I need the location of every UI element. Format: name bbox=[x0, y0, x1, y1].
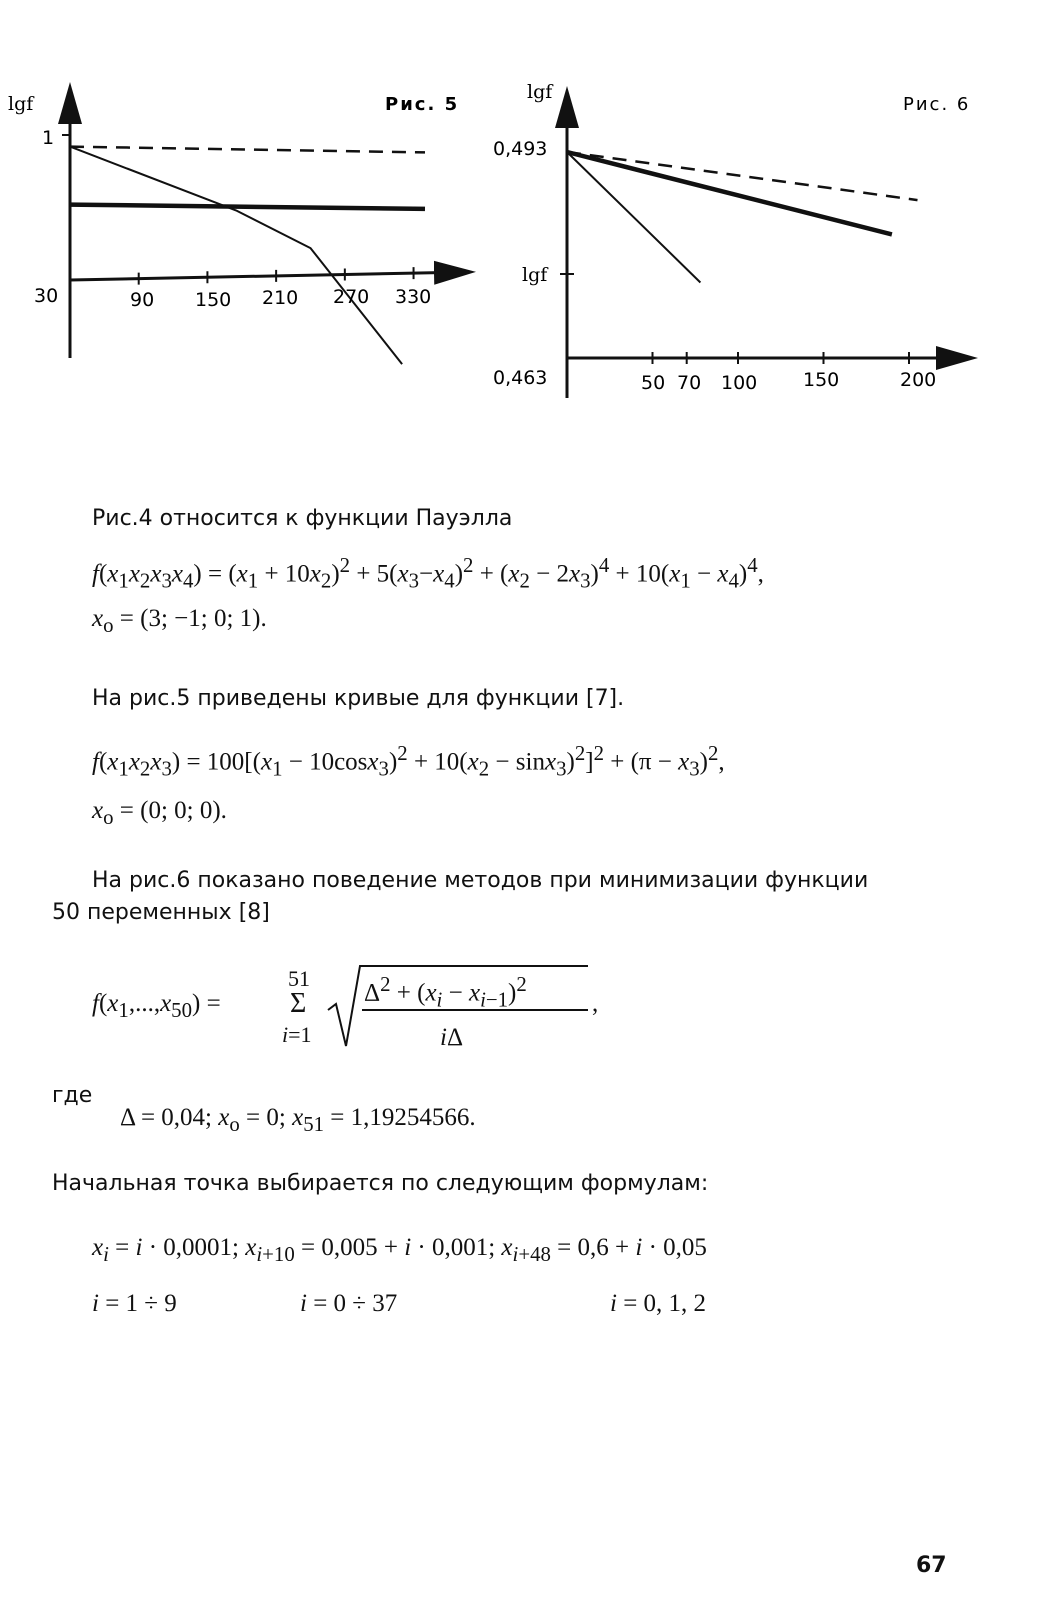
fig5-ytick-bottom: 30 bbox=[34, 285, 59, 307]
figure-5 bbox=[8, 88, 470, 364]
formula-range-3: i = 0, 1, 2 bbox=[610, 1290, 707, 1317]
fig6-xtick-label: 100 bbox=[721, 372, 758, 394]
fig5-xtick-marks bbox=[139, 267, 414, 284]
fig5-xtick-label: 270 bbox=[333, 286, 370, 308]
paragraph-powell: Рис.4 относится к функции Пауэлла bbox=[92, 506, 513, 531]
formula-powell: $f(x_1x_2x_3x_4) = (x_1 + 10x_2)^2 + 5(x_3-x_4)^2 + (x_2 - 2x_3)^4 + 10(x_1 - x_4)^4$, bbox=[92, 553, 764, 593]
word-gde: где bbox=[52, 1083, 93, 1108]
fig6-series-line-thin bbox=[567, 152, 700, 283]
formula-range-1: i = 1 ÷ 9 bbox=[92, 1290, 177, 1317]
fig5-xtick-label: 210 bbox=[262, 287, 299, 309]
fig5-series-line-thin bbox=[70, 147, 402, 365]
fig6-ytick-top: 0,493 bbox=[493, 138, 548, 160]
fig5-ylabel: lgf bbox=[8, 93, 34, 115]
fig5-xtick-label: 150 bbox=[195, 289, 232, 311]
figure-6 bbox=[493, 81, 972, 398]
fig5-series-line-dashed bbox=[70, 147, 425, 153]
page-number: 67 bbox=[916, 1553, 947, 1578]
paragraph-fig5: На рис.5 приведены кривые для функции [7]. bbox=[92, 686, 625, 711]
paragraph-start-point: Начальная точка выбирается по следующим формулам: bbox=[52, 1171, 709, 1196]
fig6-series-line-thick bbox=[567, 152, 892, 234]
fig6-ytick-bottom: 0,463 bbox=[493, 367, 548, 389]
formula-start-point: $x_i = i \cdot 0,0001$; $x_{i+10} = 0,005 + i \cdot 0,001$; $x_{i+48} = 0,6 + i \cdot 0,05$ bbox=[92, 1234, 707, 1266]
paragraph-fig6-line2: 50 переменных [8] bbox=[52, 900, 270, 925]
figures-area bbox=[0, 0, 1041, 430]
fig5-series-line-thick bbox=[70, 205, 425, 209]
formula-range-2: i = 0 ÷ 37 bbox=[300, 1290, 398, 1317]
fig6-xtick-label: 70 bbox=[677, 372, 702, 394]
paragraph-fig6-line1: На рис.6 показано поведение методов при минимизации функции bbox=[92, 868, 869, 893]
formula-sum: $f(x_1,...,x_{50})$ = 51 Σ i=1 $\Delta^2 + (x_i - x_{i-1})^2$ iΔ , bbox=[92, 960, 652, 1060]
formula-fig5-x0: $x_o = (0$; 0; 0). bbox=[92, 797, 227, 829]
fig6-ylabel-mid: lgf bbox=[522, 264, 548, 286]
fig6-series-group bbox=[567, 152, 918, 283]
fig6-ylabel: lgf bbox=[527, 81, 553, 103]
fig5-ytick-top: 1 bbox=[42, 127, 55, 149]
fig5-x-axis bbox=[70, 272, 470, 280]
fig6-caption: Рис. 6 bbox=[903, 94, 971, 115]
formula-params: Δ = 0,04; $x_o = 0$; $x_{51} = 1,19254566$. bbox=[120, 1104, 476, 1136]
fig5-xtick-label: 90 bbox=[130, 289, 155, 311]
fig6-xtick-label: 150 bbox=[803, 369, 840, 391]
fig6-xtick-label: 50 bbox=[641, 372, 666, 394]
formula-fig5: $f(x_1x_2x_3) = 100[(x_1 - 10\cos x_3)^2 + 10(x_2 - \sin x_3)^2]^2 + (\pi - x_3)^2$, bbox=[92, 741, 725, 781]
fig5-series-group bbox=[70, 147, 425, 365]
fig5-caption: Рис. 5 bbox=[385, 94, 460, 115]
fig6-series-line-dashed bbox=[567, 152, 918, 200]
fig5-xtick-label: 330 bbox=[395, 286, 432, 308]
formula-powell-x0: $x_o = (3$; −1; 0; 1). bbox=[92, 605, 267, 637]
fig6-xtick-label: 200 bbox=[900, 369, 937, 391]
